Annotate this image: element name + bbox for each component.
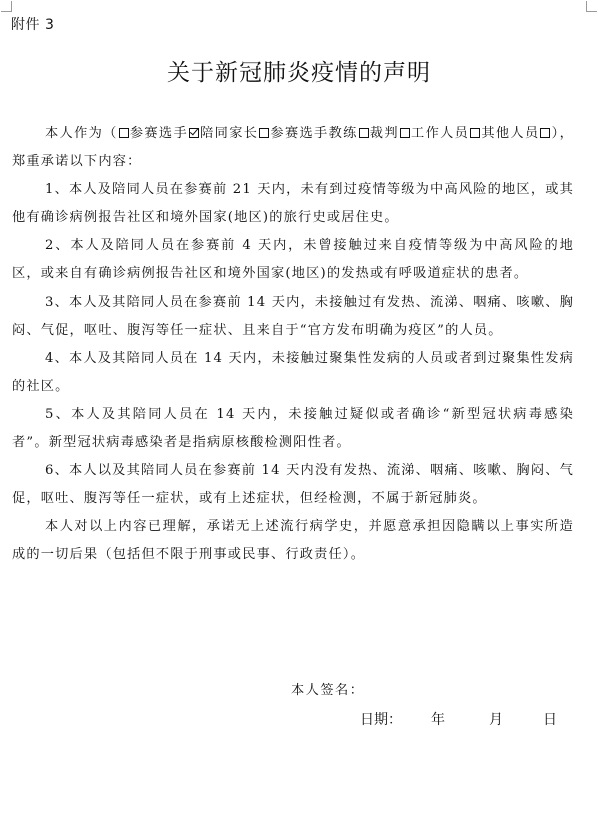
option-checkbox-other[interactable] bbox=[470, 128, 480, 138]
date-label: 日期： bbox=[360, 712, 402, 728]
attachment-label: 附件 3 bbox=[11, 17, 55, 33]
document-title: 关于新冠肺炎疫情的声明 bbox=[167, 60, 431, 86]
page-corner-mark-right bbox=[586, 1, 597, 12]
intro-suffix: ），郑重承诺以下内容： bbox=[12, 126, 574, 170]
option-checkbox-staff[interactable] bbox=[400, 128, 410, 138]
date-year-label: 年 bbox=[431, 712, 445, 728]
intro-prefix: 本人作为（ bbox=[45, 126, 118, 141]
pledge-item-4: 4、本人及其陪同人员在 14 天内，未接触过聚集性发病的人员或者到过聚集性发病的社区。 bbox=[12, 350, 574, 394]
option-label-referee: 裁判 bbox=[369, 126, 399, 141]
option-checkbox-coach[interactable] bbox=[259, 128, 269, 138]
pledge-item-1: 1、本人及陪同人员在参赛前 21 天内，未有到过疫情等级为中高风险的地区，或其他有确诊病例报告社区和境外国家(地区)的旅行史或居住史。 bbox=[12, 182, 574, 226]
pledge-item-6: 6、本人以及其陪同人员在参赛前 14 天内没有发热、流涕、咽痛、咳嗽、胸闷、气促，呕吐、腹泻等任一症状，或有上述症状，但经检测，不属于新冠肺炎。 bbox=[12, 463, 574, 507]
closing-paragraph: 本人对以上内容已理解，承诺无上述流行病学史，并愿意承担因隐瞒以上事实所造成的一切后果（包括但不限于刑事或民事、行政责任）。 bbox=[12, 519, 574, 563]
option-label-coach: 参赛选手教练 bbox=[270, 126, 358, 141]
intro-paragraph bbox=[12, 120, 574, 176]
date-day-label: 日 bbox=[543, 712, 557, 728]
option-checkbox-other-person[interactable] bbox=[540, 128, 550, 138]
statement-body bbox=[12, 120, 574, 570]
option-checkbox-parent[interactable] bbox=[189, 128, 199, 138]
option-checkbox-referee[interactable] bbox=[359, 128, 369, 138]
option-label-parent: 陪同家长 bbox=[199, 126, 259, 141]
pledge-item-3: 3、本人及其陪同人员在参赛前 14 天内，未接触过有发热、流涕、咽痛、咳嗽、胸闷、气促，呕吐、腹泻等任一症状、且来自于“官方发布明确为疫区”的人员。 bbox=[12, 294, 574, 338]
page-corner-mark-left bbox=[1, 1, 12, 12]
option-label-staff: 工作人员 bbox=[410, 126, 470, 141]
pledge-item-2: 2、本人及陪同人员在参赛前 4 天内，未曾接触过来自疫情等级为中高风险的地区，或来自有确诊病例报告社区和境外国家(地区)的发热或有呼吸道症状的患者。 bbox=[12, 238, 574, 282]
pledge-item-5: 5、本人及其陪同人员在 14 天内，未接触过疑似或者确诊“新型冠状病毒感染者”。新型冠状病毒感染者是指病原核酸检测阳性者。 bbox=[12, 406, 574, 451]
option-label-other: 其他人员 bbox=[481, 126, 540, 141]
date-month-label: 月 bbox=[489, 712, 503, 728]
option-checkbox-contestant[interactable] bbox=[119, 128, 129, 138]
option-label-contestant: 参赛选手 bbox=[129, 126, 188, 141]
signature-label: 本人签名： bbox=[291, 683, 365, 698]
